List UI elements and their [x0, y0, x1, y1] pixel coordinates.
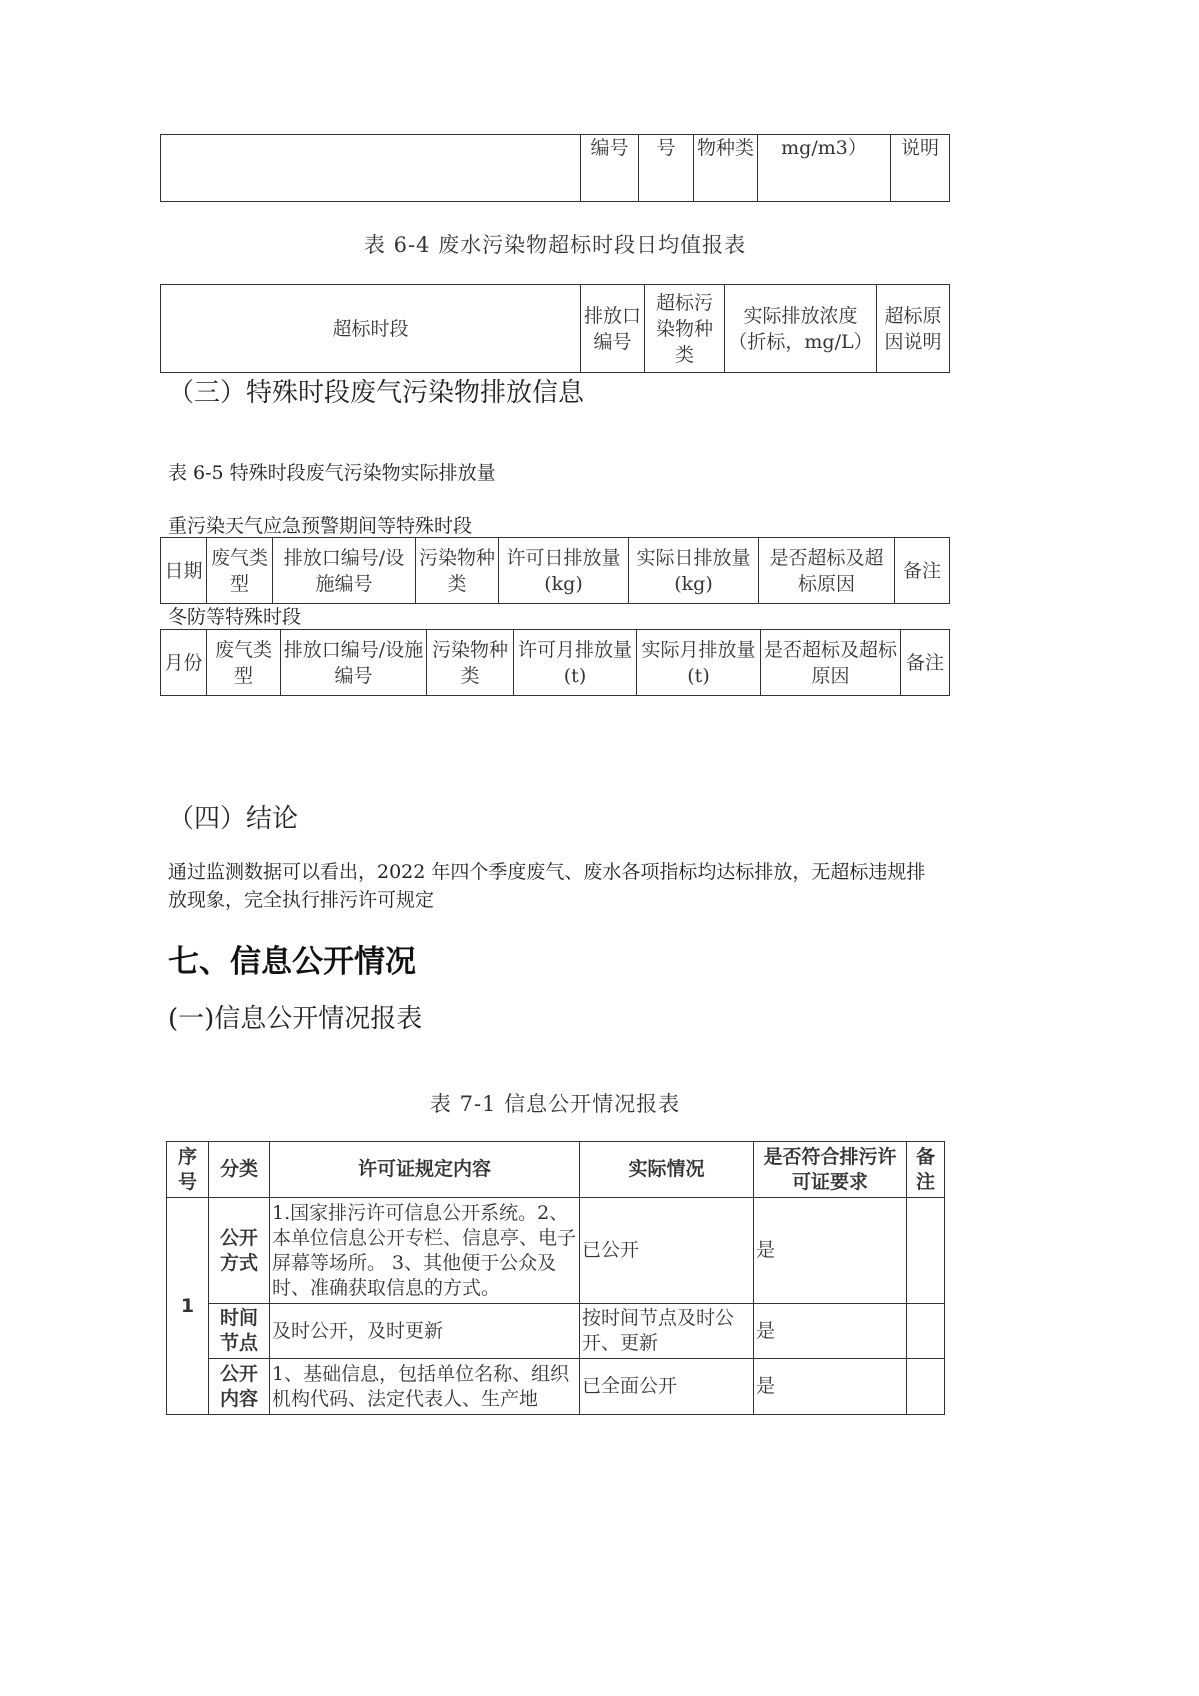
- content-cell: 1.国家排污许可信息公开系统。2、本单位信息公开专栏、信息亭、电子屏幕等场所。 3、其他便于公众及时、准确获取信息的方式。: [270, 1198, 580, 1304]
- table-header-cell: 日期: [161, 538, 207, 604]
- table-header-cell: 许可证规定内容: [270, 1142, 580, 1198]
- table-header-cell: 是否超标及超标原因: [761, 630, 901, 696]
- table-header-cell: 备注: [895, 538, 950, 604]
- conclusion-text: 通过监测数据可以看出，2022 年四个季度废气、废水各项指标均达标排放，无超标违规排放现象，完全执行排污许可规定: [168, 861, 926, 911]
- table-header-cell: 许可日排放量(kg): [499, 538, 629, 604]
- table-cell: 说明: [891, 135, 950, 202]
- section-title: （四）结论: [168, 804, 299, 834]
- table-header-cell: 排放口编号: [581, 285, 645, 373]
- table-6-5-period-a: [160, 537, 950, 604]
- section-title: (一)信息公开情况报表: [168, 1004, 423, 1034]
- table-header-cell: 分类: [209, 1142, 270, 1198]
- table-header-cell: 月份: [161, 630, 207, 696]
- row-number: 1: [167, 1198, 209, 1415]
- table-cell: 号: [639, 135, 694, 202]
- table-header-cell: 实际日排放量(kg): [629, 538, 759, 604]
- remark-cell: [907, 1198, 945, 1304]
- section-title: （三）特殊时段废气污染物排放信息: [168, 378, 585, 408]
- period-label: 冬防等特殊时段: [168, 606, 302, 628]
- table-header-cell: 备注: [907, 1142, 945, 1198]
- table-row: [167, 1359, 945, 1415]
- table-6-5-period-b: [160, 629, 950, 696]
- chapter-title: 七、信息公开情况: [168, 944, 416, 980]
- table-header-cell: 排放口编号/设施编号: [281, 630, 427, 696]
- content-cell: 及时公开，及时更新: [270, 1304, 580, 1359]
- table-header-cell: 是否超标及超标原因: [759, 538, 895, 604]
- table-row: [167, 1198, 945, 1304]
- table-header-cell: 废气类型: [207, 538, 273, 604]
- actual-cell: 按时间节点及时公开、更新: [580, 1304, 754, 1359]
- content-cell: 1、基础信息，包括单位名称、组织机构代码、法定代表人、生产地: [270, 1359, 580, 1415]
- table-header-cell: 超标污染物种类: [645, 285, 725, 373]
- table-header-cell: 备注: [901, 630, 950, 696]
- table-header-cell: 许可月排放量(t): [514, 630, 637, 696]
- category-cell: 时间节点: [209, 1304, 270, 1359]
- table-caption: 表 6-5 特殊时段废气污染物实际排放量: [168, 462, 496, 484]
- table-header-cell: 实际排放浓度（折标，mg/L）: [725, 285, 877, 373]
- table-header-cell: 排放口编号/设施编号: [273, 538, 416, 604]
- table-cell: 物种类: [694, 135, 758, 202]
- table-header-cell: 是否符合排污许可证要求: [754, 1142, 907, 1198]
- table-header-cell: 废气类型: [207, 630, 281, 696]
- table-6-3-tail: [160, 134, 950, 202]
- table-header-cell: 污染物种类: [416, 538, 499, 604]
- table-cell: [161, 135, 581, 202]
- table-7-1: [166, 1141, 945, 1415]
- category-cell: 公开方式: [209, 1198, 270, 1304]
- period-label: 重污染天气应急预警期间等特殊时段: [168, 515, 473, 537]
- actual-cell: 已全面公开: [580, 1359, 754, 1415]
- table-header-cell: 序号: [167, 1142, 209, 1198]
- category-cell: 公开内容: [209, 1359, 270, 1415]
- table-header-cell: 污染物种类: [427, 630, 514, 696]
- table-caption: 表 7-1 信息公开情况报表: [429, 1092, 681, 1116]
- table-cell: 编号: [581, 135, 639, 202]
- remark-cell: [907, 1304, 945, 1359]
- table-caption: 表 6-4 废水污染物超标时段日均值报表: [363, 233, 747, 257]
- table-cell: mg/m3）: [758, 135, 891, 202]
- remark-cell: [907, 1359, 945, 1415]
- table-header-cell: 超标时段: [161, 285, 581, 373]
- table-header-cell: 实际情况: [580, 1142, 754, 1198]
- compliance-cell: 是: [754, 1198, 907, 1304]
- table-header-cell: 超标原因说明: [877, 285, 950, 373]
- compliance-cell: 是: [754, 1359, 907, 1415]
- table-row: [167, 1304, 945, 1359]
- actual-cell: 已公开: [580, 1198, 754, 1304]
- compliance-cell: 是: [754, 1304, 907, 1359]
- table-6-4: [160, 284, 950, 373]
- table-header-cell: 实际月排放量(t): [637, 630, 761, 696]
